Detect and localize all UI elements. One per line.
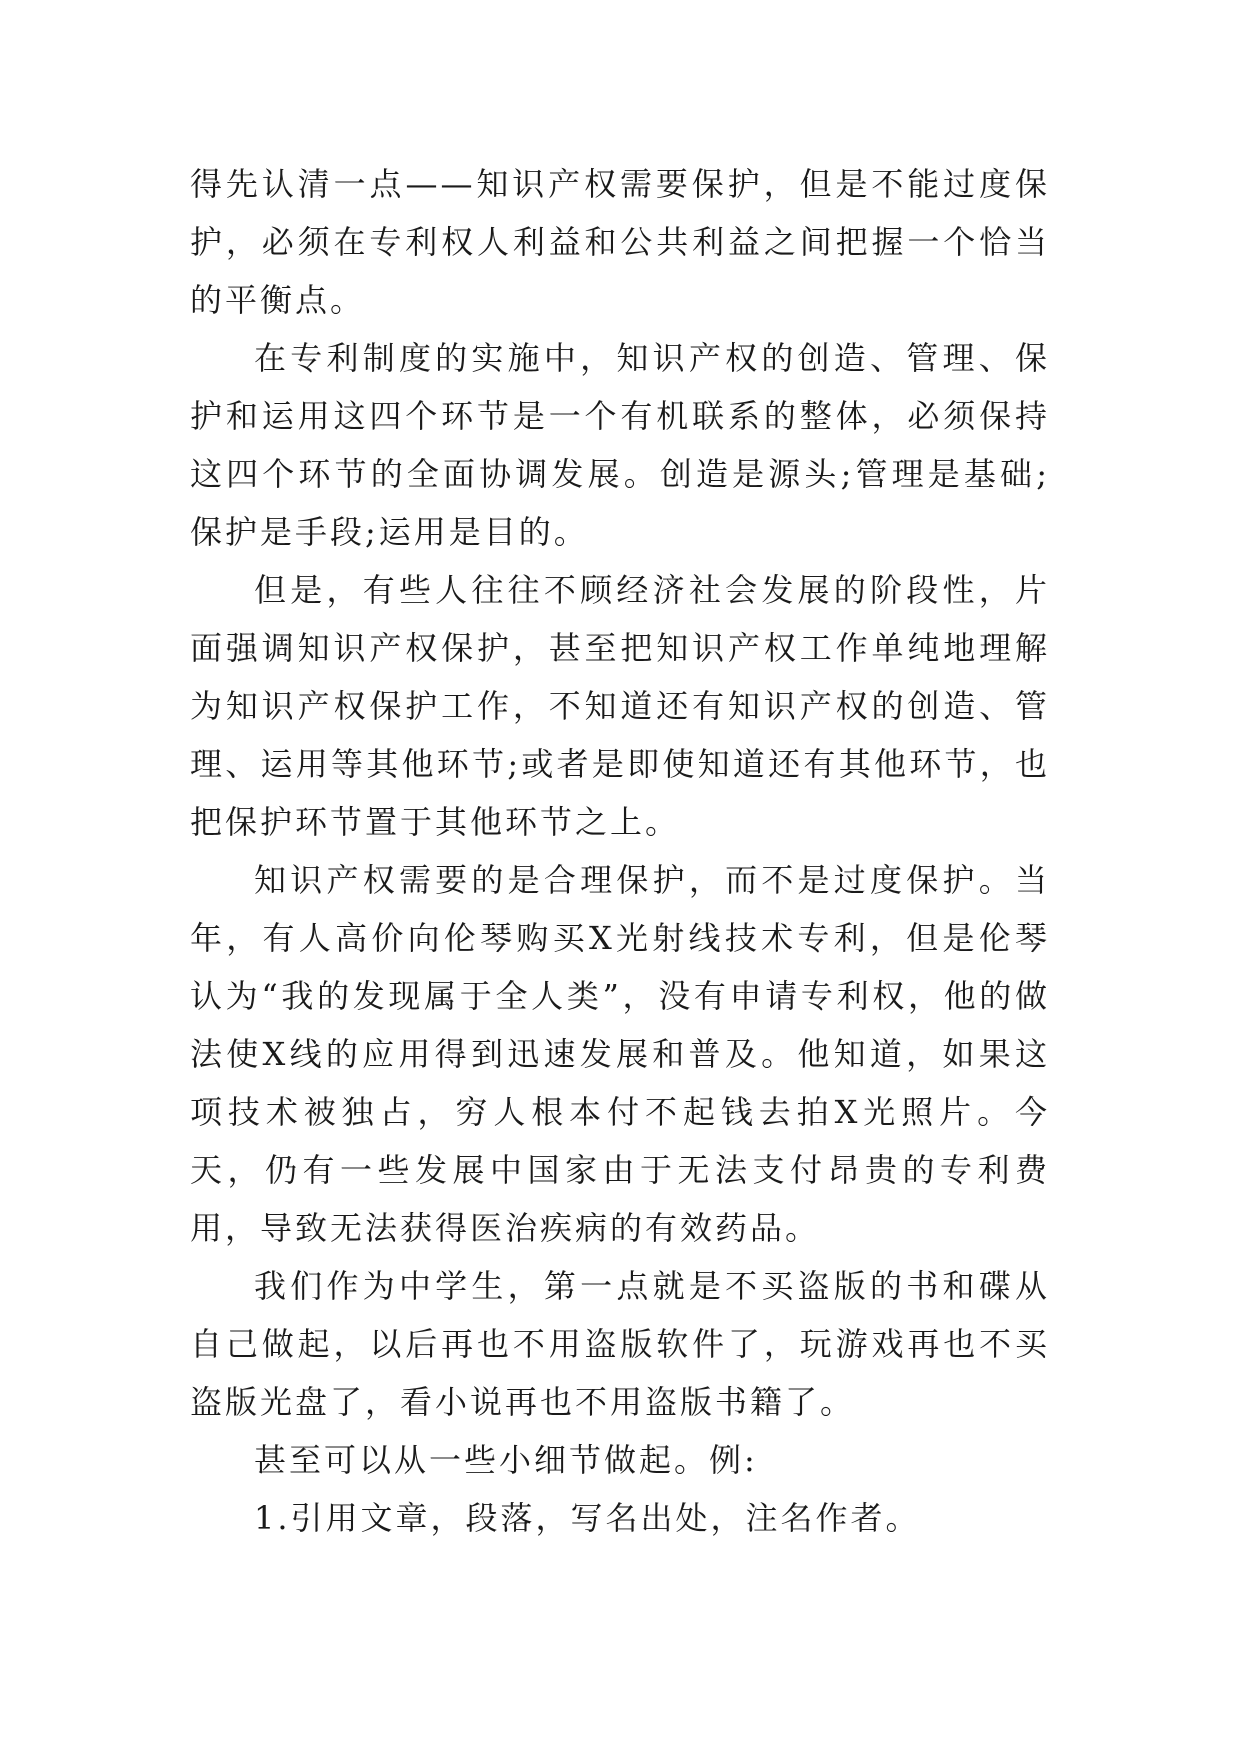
paragraph: 我们作为中学生，第一点就是不买盗版的书和碟从自己做起，以后再也不用盗版软件了，玩游戏再也不买盗版光盘了，看小说再也不用盗版书籍了。	[190, 1267, 1050, 1421]
paragraph: 甚至可以从一些小细节做起。例:	[254, 1441, 758, 1479]
paragraph: 在专利制度的实施中，知识产权的创造、管理、保护和运用这四个环节是一个有机联系的整体，必须保持这四个环节的全面协调发展。创造是源头;管理是基础;保护是手段;运用是目的。	[190, 339, 1050, 551]
document-body	[190, 155, 1050, 1547]
list-item: 1.引用文章，段落，写名出处，注名作者。	[254, 1499, 921, 1537]
paragraph: 但是，有些人往往不顾经济社会发展的阶段性，片面强调知识产权保护，甚至把知识产权工作单纯地理解为知识产权保护工作，不知道还有知识产权的创造、管理、运用等其他环节;或者是即使知道还有其他环节，也把保护环节置于其他环节之上。	[190, 571, 1050, 841]
paragraph: 知识产权需要的是合理保护，而不是过度保护。当年，有人高价向伦琴购买X光射线技术专利，但是伦琴认为“我的发现属于全人类”，没有申请专利权，他的做法使X线的应用得到迅速发展和普及。他知道，如果这项技术被独占，穷人根本付不起钱去拍X光照片。今天，仍有一些发展中国家由于无法支付昂贵的专利费用，导致无法获得医治疾病的有效药品。	[190, 861, 1050, 1247]
paragraph: 得先认清一点——知识产权需要保护，但是不能过度保护，必须在专利权人利益和公共利益之间把握一个恰当的平衡点。	[190, 165, 1050, 319]
